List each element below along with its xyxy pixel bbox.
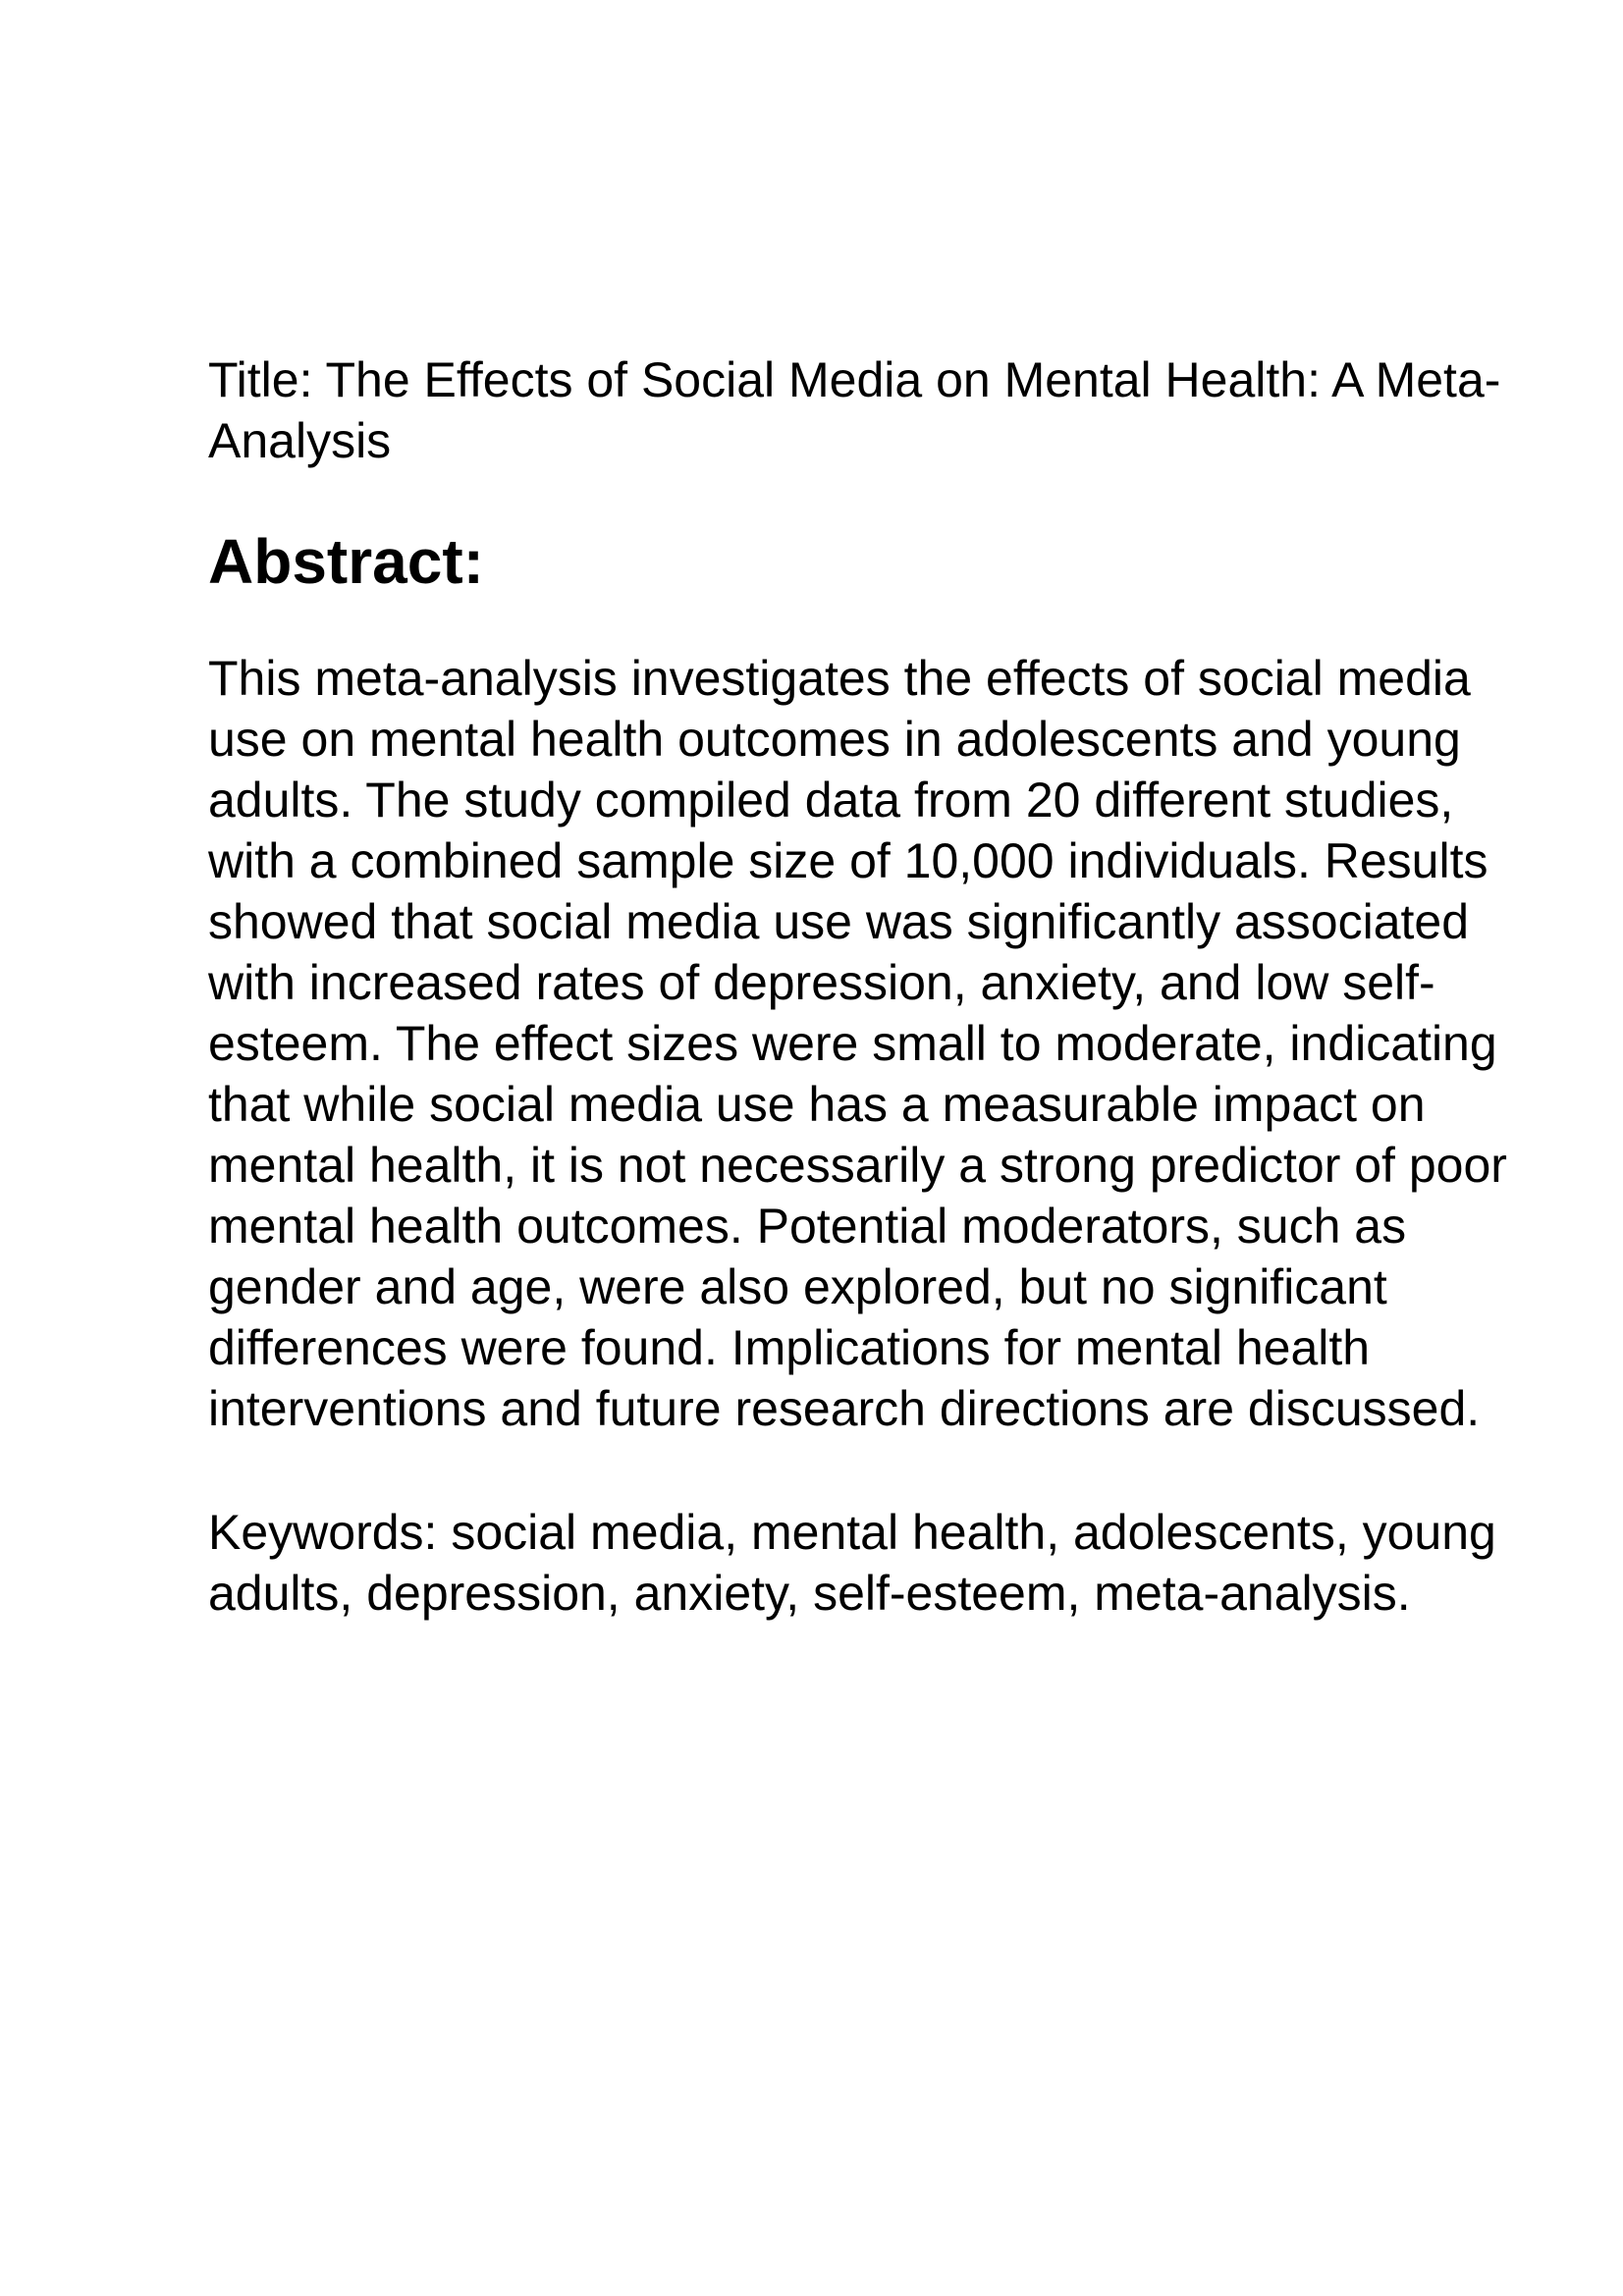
paper-title: Title: The Effects of Social Media on Mental Health: A Meta-Analysis — [208, 352, 1501, 468]
keywords-paragraph: Keywords: social media, mental health, adolescents, young adults, depression, anxiety, self-esteem, meta-analysis. — [208, 1505, 1496, 1621]
abstract-heading: Abstract: — [208, 526, 484, 597]
abstract-paragraph: This meta-analysis investigates the effects of social media use on mental health outcomes in adolescents and young adults. The study compiled data from 20 different studies, with a combined sample size of 10,000 individuals. Results showed that social media use was significantly associated with increased rates of depression, anxiety, and low self-esteem. The effect sizes were small to moderate, indicating that while social media use has a measurable impact on mental health, it is not necessarily a strong predictor of poor mental health outcomes. Potential moderators, such as gender and age, were also explored, but no significant differences were found. Implications for mental health interventions and future research directions are discussed. — [208, 651, 1507, 1436]
document-content — [208, 349, 1514, 1624]
